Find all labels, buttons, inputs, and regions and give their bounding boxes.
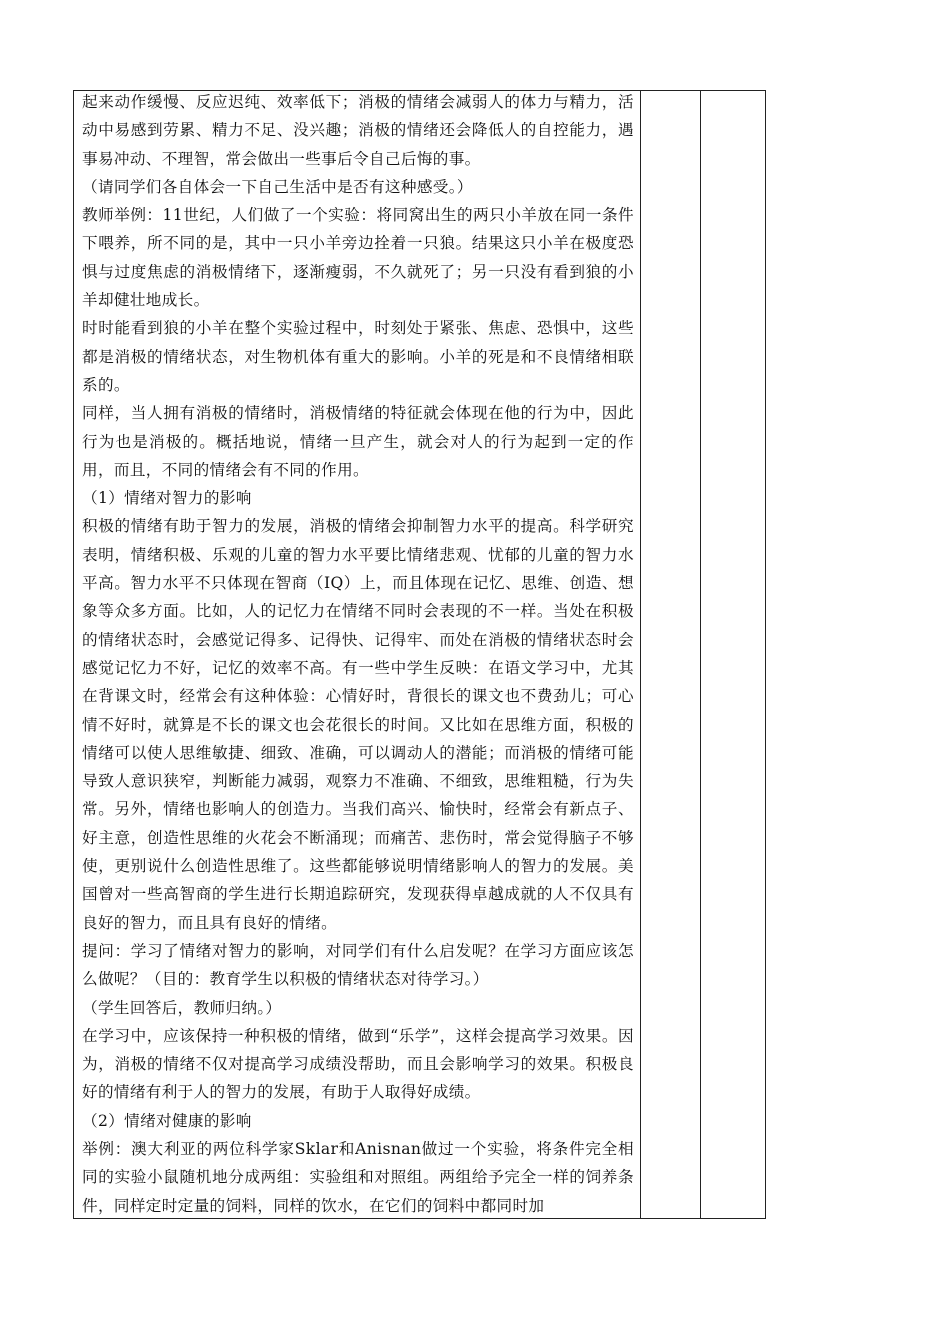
paragraph-learning-conclusion: 在学习中，应该保持一种积极的情绪，做到“乐学”，这样会提高学习效果。因为，消极的情绪不仅对提高学习成绩没帮助，而且会影响学习的效果。积极良好的情绪有利于人的智力的发展，有助于人取得好成绩。	[82, 1026, 634, 1102]
paragraph-question: 提问：学习了情绪对智力的影响，对同学们有什么启发呢？在学习方面应该怎么做呢？（目的：教育学生以积极的情绪状态对待学习。）	[82, 941, 634, 989]
paragraph-behavior-effect: 同样，当人拥有消极的情绪时，消极情绪的特征就会体现在他的行为中，因此行为也是消极的。概括地说，情绪一旦产生，就会对人的行为起到一定的作用，而且，不同的情绪会有不同的作用。	[82, 404, 634, 479]
blank-column-1	[641, 91, 701, 1218]
paragraph-intelligence-effect: 积极的情绪有助于智力的发展，消极的情绪会抑制智力水平的提高。科学研究表明，情绪积极、乐观的儿童的智力水平要比情绪悲观、忧郁的儿童的智力水平高。智力水平不只体现在智商（IQ）上，而且体现在记忆、思维、创造、想象等众多方面。比如，人的记忆力在情绪不同时会表现的不一样。当处在积极的情绪状态时，会感觉记得多、记得快、记得牢、而处在消极的情绪状态时会感觉记忆力不好，记忆的效率不高。有一些中学生反映：在语文学习中，尤其在背课文时，经常会有这种体验：心情好时，背很长的课文也不费劲儿；可心情不好时，就算是不长的课文也会花很长的时间。又比如在思维方面，积极的情绪可以使人思维敏捷、细致、准确，可以调动人的潜能；而消极的情绪可能导致人意识狭窄，判断能力减弱，观察力不准确、不细致，思维粗糙，行为失常。另外，情绪也影响人的创造力。当我们高兴、愉快时，经常会有新点子、好主意，创造性思维的火花会不断涌现；而痛苦、悲伤时，常会觉得脑子不够使，更别说什么创造性思维了。这些都能够说明情绪影响人的智力的发展。美国曾对一些高智商的学生进行长期追踪研究，发现获得卓越成就的人不仅具有良好的智力，而且具有良好的情绪。	[82, 517, 634, 932]
paragraph-teacher-example: 教师举例：11世纪，人们做了一个实验：将同窝出生的两只小羊放在同一条件下喂养，所不同的是，其中一只小羊旁边拴着一只狼。结果这只小羊在极度恐惧与过度焦虑的消极情绪下，逐渐瘦弱，不久就死了；另一只没有看到狼的小羊却健壮地成长。	[82, 206, 634, 310]
lesson-content-cell	[74, 91, 641, 1218]
section-heading-health: （2）情绪对健康的影响	[82, 1111, 252, 1130]
paragraph-negative-effects: 起来动作缓慢、反应迟纯、效率低下；消极的情绪会减弱人的体力与精力，活动中易感到劳累、精力不足、没兴趣；消极的情绪还会降低人的自控能力，遇事易冲动、不理智，常会做出一些事后令自己后悔的事。	[82, 93, 634, 168]
paragraph-lamb-analysis: 时时能看到狼的小羊在整个实验过程中，时刻处于紧张、焦虑、恐惧中，这些都是消极的情绪状态，对生物机体有重大的影响。小羊的死是和不良情绪相联系的。	[82, 319, 634, 394]
blank-column-2	[701, 91, 765, 1218]
paragraph-student-reflection: （请同学们各自体会一下自己生活中是否有这种感受。）	[82, 177, 473, 196]
section-heading-intelligence: （1）情绪对智力的影响	[82, 489, 252, 508]
paragraph-health-example: 举例：澳大利亚的两位科学家Sklar和Anisnan做过一个实验，将条件完全相同的实验小鼠随机地分成两组：实验组和对照组。两组给予完全一样的饲养条件，同样定时定量的饲料，同样的饮水，在它们的饲料中都同时加	[82, 1139, 634, 1215]
paragraph-student-answer-note: （学生回答后，教师归纳。）	[82, 998, 282, 1017]
lesson-table	[73, 90, 766, 1219]
